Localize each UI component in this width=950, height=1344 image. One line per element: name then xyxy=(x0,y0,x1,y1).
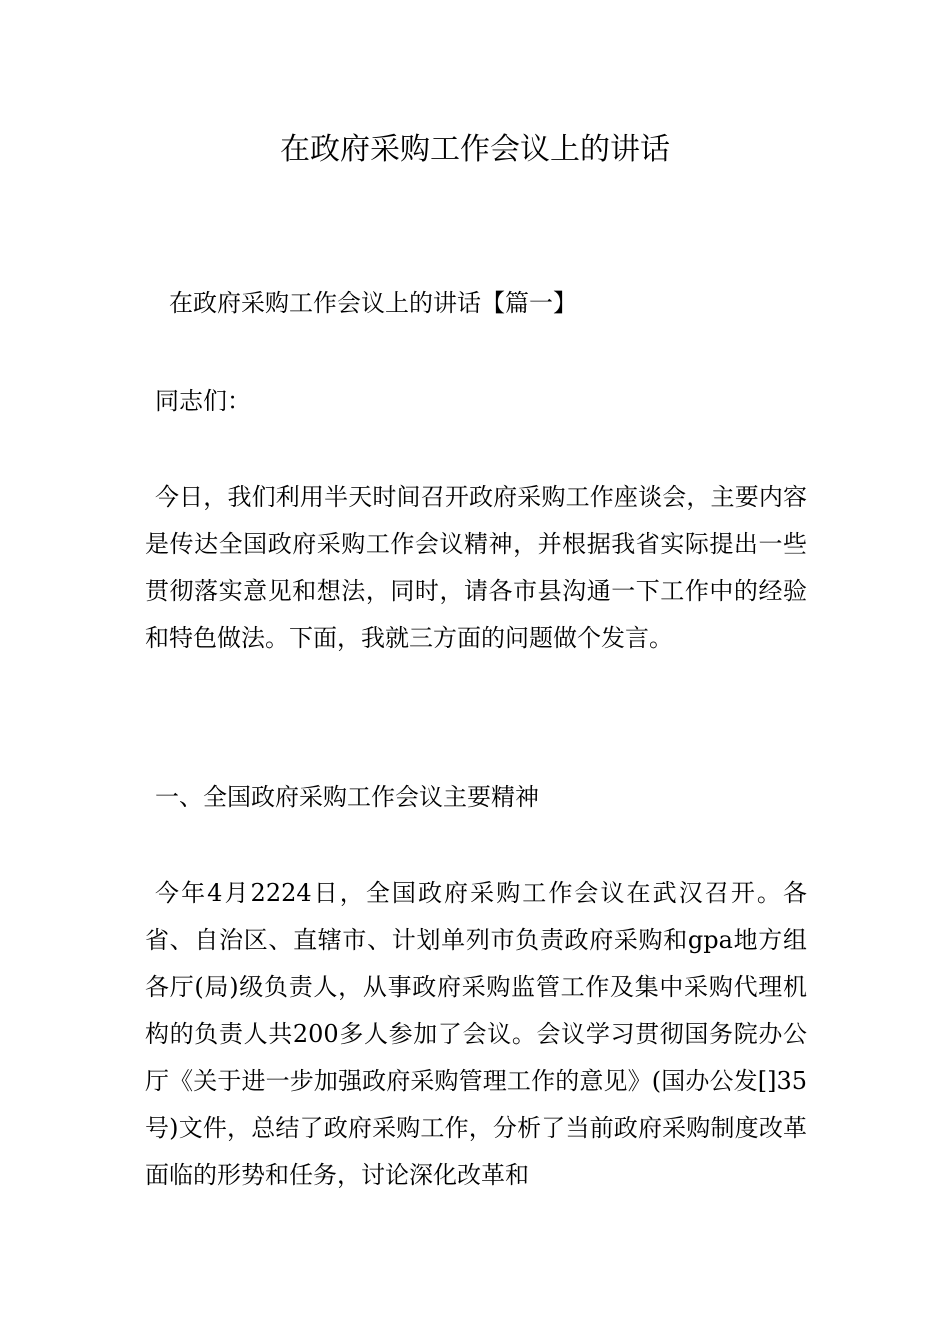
paragraph-intro: 今日，我们利用半天时间召开政府采购工作座谈会，主要内容是传达全国政府采购工作会议精神，并根据我省实际提出一些贯彻落实意见和想法，同时，请各市县沟通一下工作中的经验和特色做法。下面，我就三方面的问题做个发言。 xyxy=(145,483,807,652)
paragraph-meeting: 今年4月2224日，全国政府采购工作会议在武汉召开。各省、自治区、直辖市、计划单列市负责政府采购和gpa地方组各厅(局)级负责人，从事政府采购监管工作及集中采购代理机构的负责人共200多人参加了会议。会议学习贯彻国务院办公厅《关于进一步加强政府采购管理工作的意见》(国办公发[]35号)文件，总结了政府采购工作，分析了当前政府采购制度改革面临的形势和任务，讨论深化改革和 xyxy=(145,879,807,1189)
section-heading: 在政府采购工作会议上的讲话【篇一】 xyxy=(169,289,577,317)
document-title: 在政府采购工作会议上的讲话 xyxy=(280,132,670,167)
heading-one: 一、全国政府采购工作会议主要精神 xyxy=(155,783,539,811)
salutation: 同志们： xyxy=(155,387,251,415)
